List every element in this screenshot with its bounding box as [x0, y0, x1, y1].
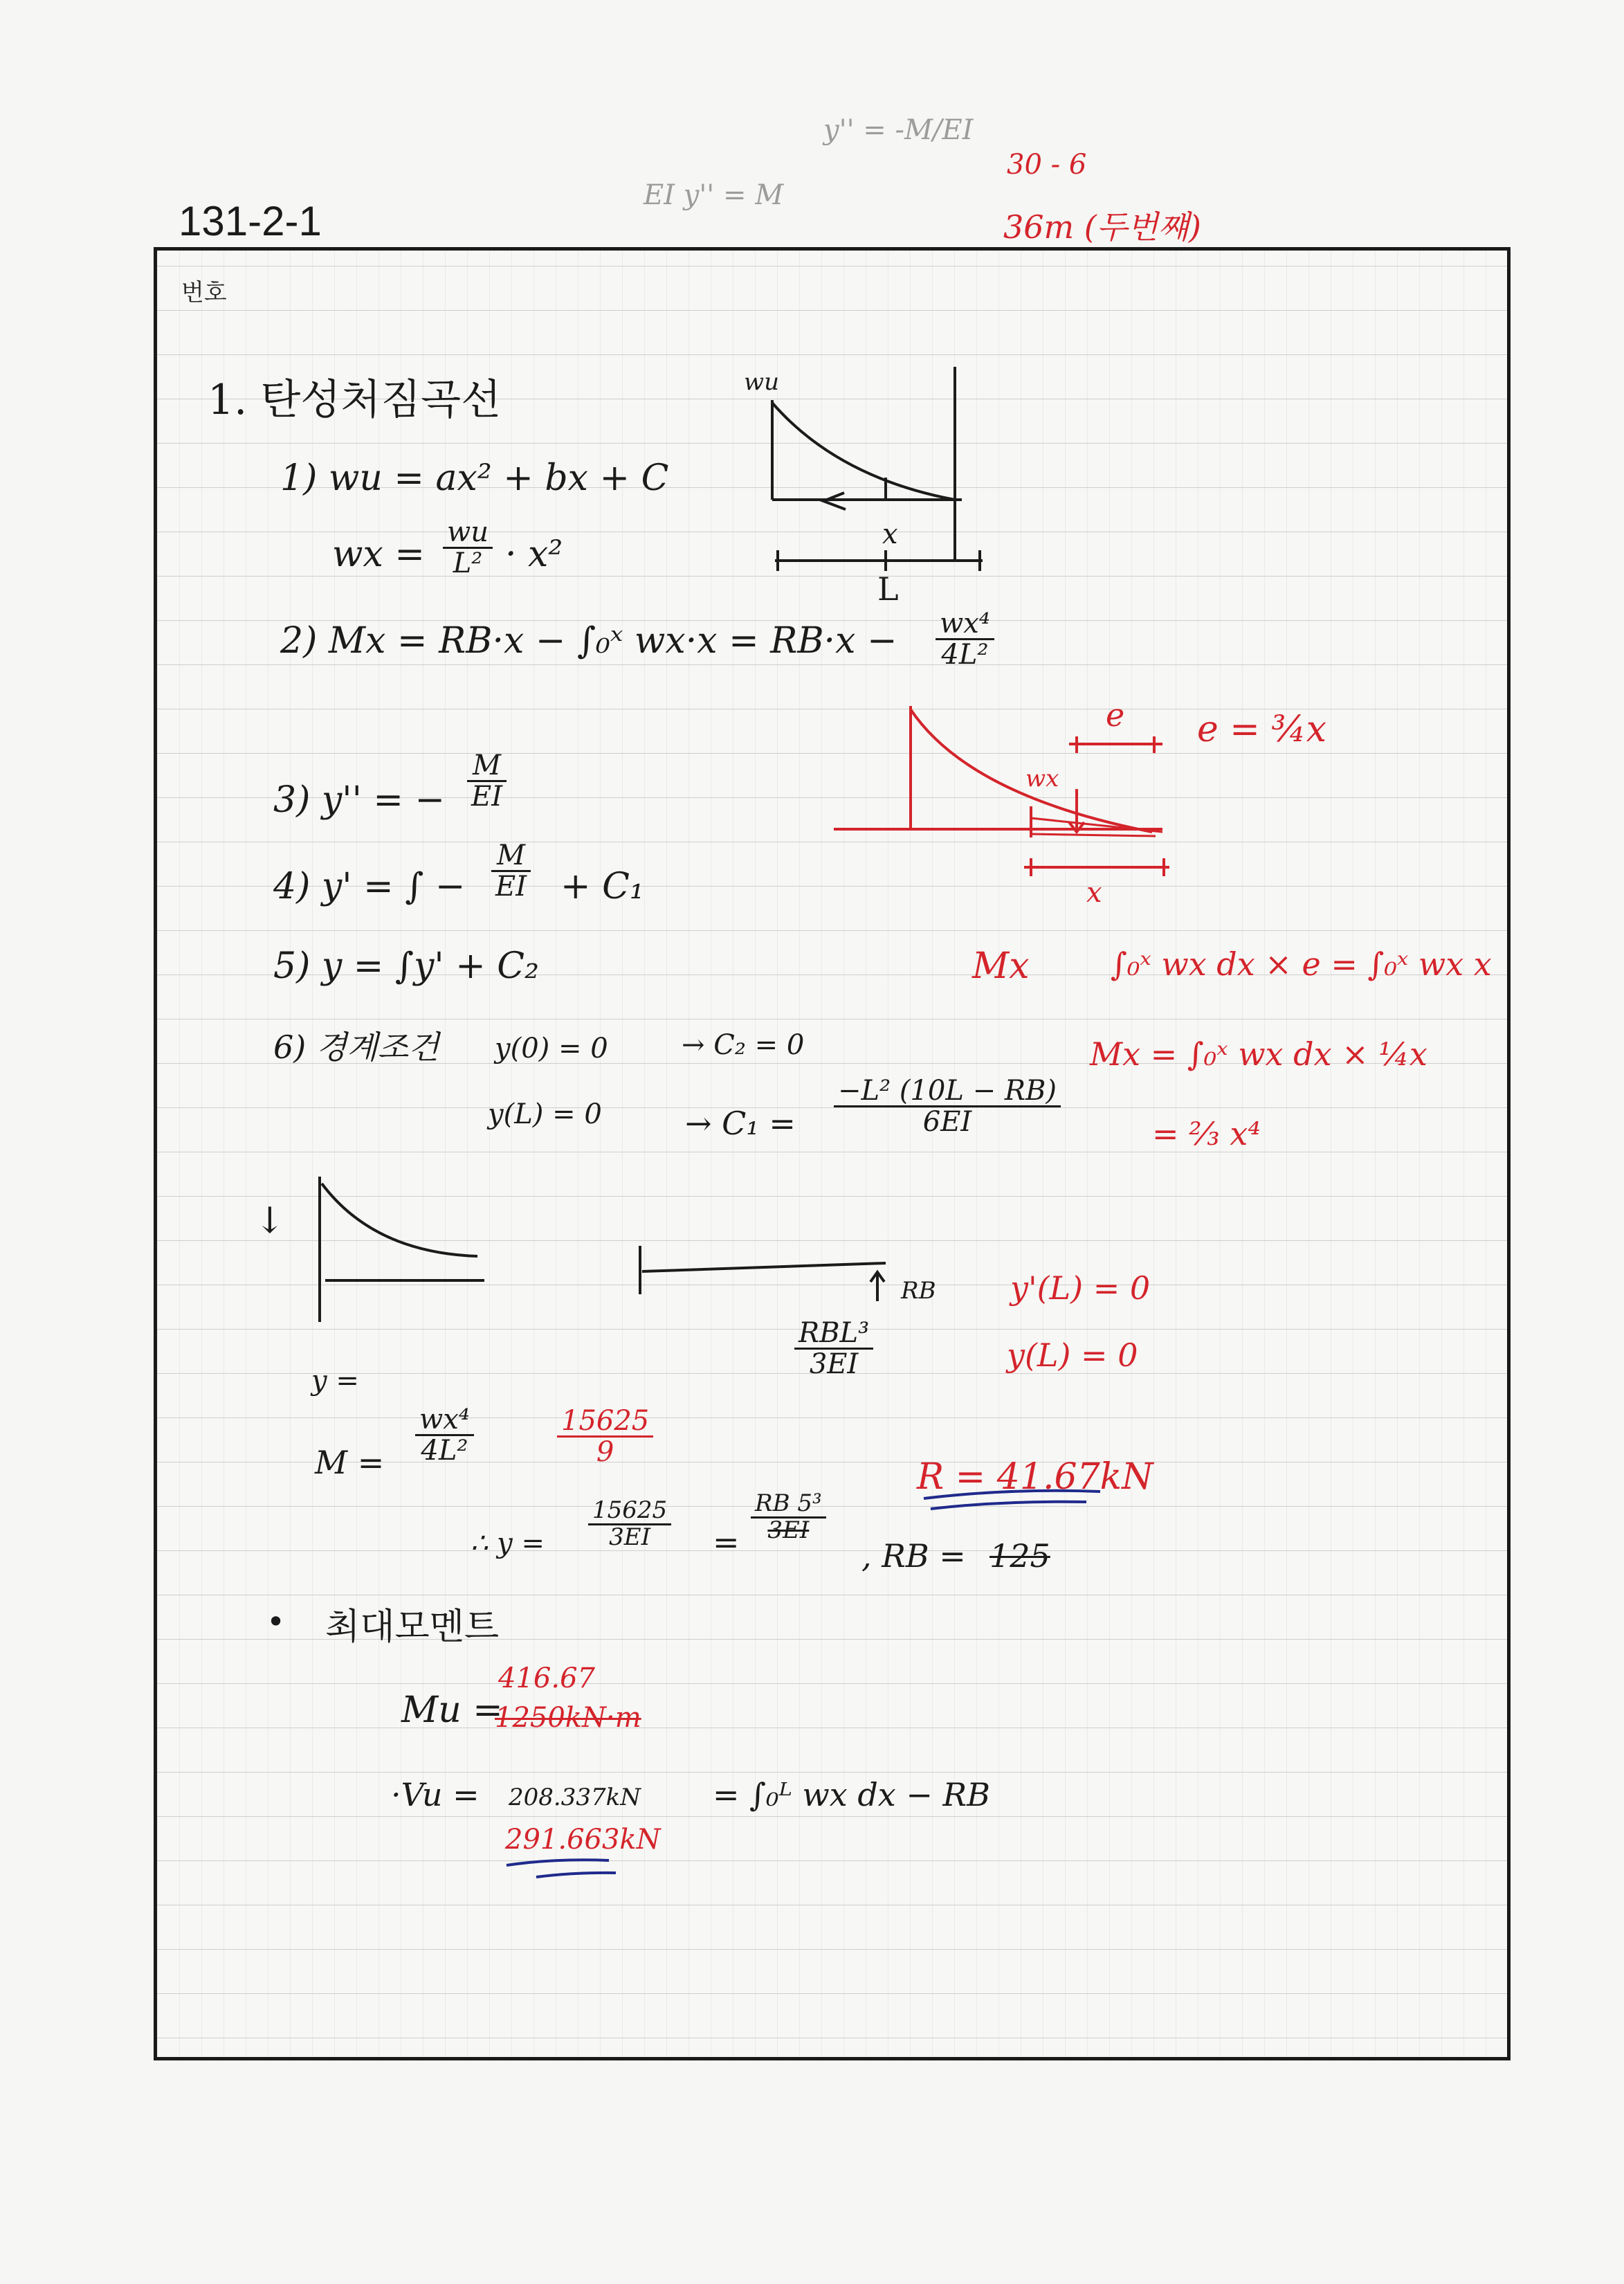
vu-old-value: 208.337kN [509, 1784, 641, 1811]
step-4-fraction [491, 841, 531, 901]
red-value-numerator: 15625 [557, 1406, 653, 1438]
step-1-wx-lhs: wx = [332, 534, 425, 575]
y2-rhs-fraction [751, 1489, 826, 1544]
m-equation-lhs: M = [315, 1444, 385, 1481]
c1-fraction [834, 1076, 1061, 1136]
max-moment-title: 최대모멘트 [325, 1606, 500, 1648]
step-4-slope: 4) y' = ∫ − [273, 866, 466, 907]
e-label: e [1106, 696, 1125, 734]
step-4-denominator: EI [495, 871, 527, 903]
rb-struck-value: 125 [989, 1537, 1050, 1575]
y-equation-stub: y = [311, 1365, 359, 1397]
mx-red-equation: Mx = ∫₀ˣ wx dx × ¼x [1090, 1035, 1427, 1073]
y2-lhs: ∴ y = [471, 1528, 545, 1559]
step-3-fraction [467, 751, 507, 811]
mu-lhs: Mu = [401, 1689, 503, 1731]
wx-denominator: L² [453, 547, 483, 579]
c1-denominator: 6EI [922, 1106, 972, 1138]
red-value-denominator: 9 [596, 1436, 614, 1468]
calc-note-b: 36m (두번쨰) [1003, 208, 1201, 246]
step-3-denominator: EI [471, 781, 502, 813]
y2-numerator: 15625 [588, 1498, 671, 1525]
down-arrow-mark: ↓ [255, 1200, 285, 1242]
condition-slope: y'(L) = 0 [1010, 1269, 1151, 1307]
boundary-result-1: → C₂ = 0 [682, 1029, 805, 1061]
mx-red-integral: ∫₀ˣ wx dx × e = ∫₀ˣ wx x [1111, 945, 1492, 983]
mu-corrected-value: 416.67 [498, 1662, 595, 1694]
step-3-numerator: M [467, 751, 507, 782]
mx-red-label: Mx [972, 945, 1030, 987]
load-diagram [772, 367, 983, 571]
y2-denominator: 3EI [609, 1523, 651, 1551]
y2-fraction [588, 1498, 671, 1550]
mu-struck-value: 1250kN·m [495, 1702, 641, 1734]
step-2-numerator: wx⁴ [936, 609, 994, 640]
number-label: 번호 [181, 279, 227, 307]
section-title: 1. 탄성처짐곡선 [208, 376, 502, 424]
wx-numerator: wu [443, 518, 493, 549]
e-equation: e = ¾x [1197, 709, 1327, 750]
y2-rhs-denominator: 3EI [767, 1516, 810, 1544]
step-2-moment: 2) Mx = RB·x − ∫₀ˣ wx·x = RB·x − [280, 620, 897, 662]
superposition-sketch [320, 1177, 886, 1322]
mx-red-result: = ⅔ x⁴ [1152, 1115, 1261, 1152]
diagram-load-label: wu [744, 368, 779, 396]
step-1-wx-fraction [443, 518, 493, 578]
wx-red-label: wx [1025, 765, 1059, 792]
step-4-constant: + C₁ [560, 866, 644, 907]
rb-reaction-label: RB [901, 1277, 936, 1305]
y-second-derivative-note: y'' = -M/EI [823, 114, 974, 146]
step-1-wx-tail: · x² [505, 534, 563, 575]
cantilever-deflection-fraction [794, 1318, 873, 1379]
c1-numerator: −L² (10L − RB) [834, 1076, 1061, 1107]
m-numerator: wx⁴ [415, 1405, 474, 1436]
red-value-fraction [557, 1406, 653, 1467]
m-fraction [415, 1405, 474, 1465]
boundary-condition-2: y(L) = 0 [488, 1098, 602, 1130]
step-2-fraction [936, 609, 994, 669]
y2-rhs-numerator: RB 5³ [751, 1492, 826, 1519]
calc-note-a: 30 - 6 [1007, 149, 1087, 181]
ei-note: EI y'' = M [644, 179, 784, 211]
boundary-condition-1: y(0) = 0 [495, 1033, 608, 1064]
load-curve [772, 403, 955, 500]
deflection-denominator: 3EI [809, 1348, 859, 1380]
step-1-load-function: 1) wu = ax² + bx + C [280, 457, 669, 499]
step-2-denominator: 4L² [941, 639, 989, 671]
step-3-curvature: 3) y'' = − [273, 779, 446, 821]
vu-lhs: ·Vu = [391, 1776, 480, 1813]
step-5-deflection: 5) y = ∫y' + C₂ [273, 945, 539, 987]
x-red-label: x [1086, 877, 1102, 909]
m-denominator: 4L² [421, 1435, 468, 1467]
reaction-result: R = 41.67kN [917, 1456, 1153, 1498]
diagram-span-label: L [877, 570, 899, 608]
vu-integral: = ∫₀ᴸ wx dx − RB [713, 1776, 990, 1813]
diagram-x-label: x [882, 518, 898, 550]
bullet-mark: • [266, 1603, 286, 1640]
problem-number: 131-2-1 [179, 198, 322, 244]
y2-equals: = [713, 1523, 740, 1561]
condition-deflection: y(L) = 0 [1007, 1336, 1138, 1374]
vu-corrected-value: 291.663kN [505, 1824, 661, 1856]
step-6-label: 6) 경계조건 [273, 1028, 439, 1066]
step-4-numerator: M [491, 841, 531, 872]
rb-result-lhs: , RB = [861, 1537, 966, 1575]
deflection-numerator: RBL³ [794, 1318, 873, 1350]
boundary-result-2: → C₁ = [685, 1105, 796, 1142]
